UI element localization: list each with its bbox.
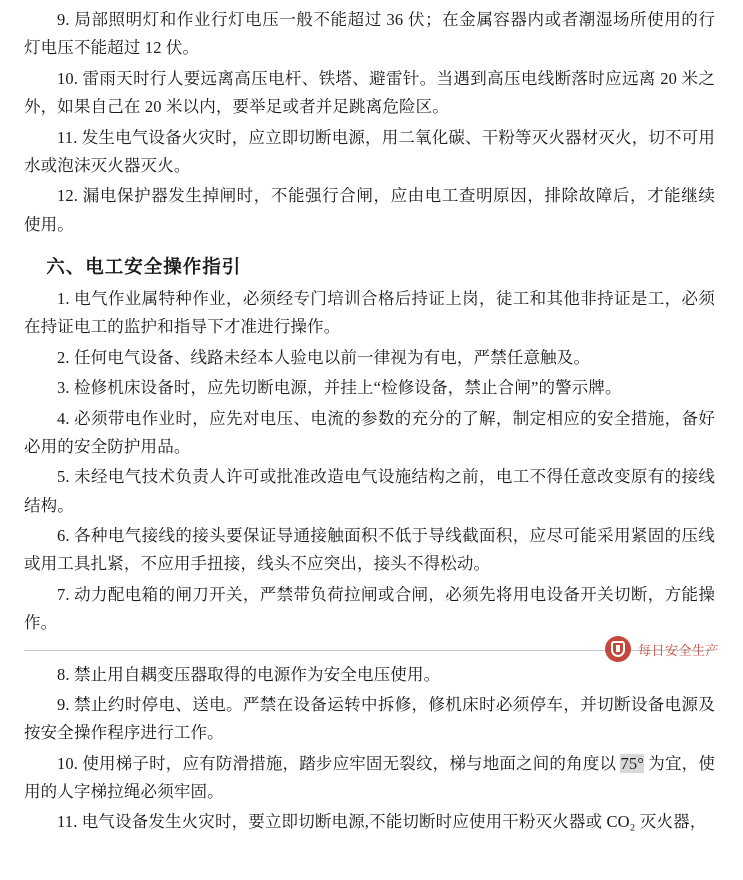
- paragraph: 11. 电气设备发生火灾时，要立即切断电源,不能切断时应使用干粉灭火器或 CO₂ 灭火器，: [57, 812, 707, 832]
- paragraph: 5. 未经电气技术负责人许可或批准改造电气设施结构之前，电工不得任意改变原有的接线结构。: [24, 467, 715, 515]
- paragraph-prefix: 10. 使用梯子时，应有防滑措施，踏步应牢固无裂纹，梯与地面之间的角度以: [57, 753, 621, 773]
- paragraph: 3. 检修机床设备时，应先切断电源，并挂上“检修设备，禁止合闸”的警示牌。: [57, 378, 622, 398]
- watermark-badge: [605, 636, 719, 662]
- paragraph: 9. 禁止约时停电、送电。严禁在设备运转中拆修，修机床时必须停车，并切断设备电源及按安全操作程序进行工作。: [24, 694, 715, 743]
- paragraph-with-highlight: [24, 750, 715, 807]
- paragraph-group-bottom: [24, 661, 715, 839]
- paragraph: 6. 各种电气接线的接头要保证导通接触面积不低于导线截面积，应尽可能采用紧固的压线或用工具扎紧，不应用手扭接，线头不应突出，接头不得松动。: [24, 526, 715, 574]
- paragraph: 1. 电气作业属特种作业，必须经专门培训合格后持证上岗，徒工和其他非持证是工，必须在持证电工的监护和指导下才准进行操作。: [24, 289, 715, 337]
- paragraph: 10. 雷雨天时行人要远离高压电杆、铁塔、避雷针。当遇到高压电线断落时应远离 20 米之外，如果自己在 20 米以内，要举足或者并足跳离危险区。: [24, 68, 715, 117]
- watermark-label: 每日安全生产: [637, 642, 719, 658]
- paragraph: 2. 任何电气设备、线路未经本人验电以前一律视为有电，严禁任意触及。: [57, 347, 591, 367]
- paragraph: 4. 必须带电作业时，应先对电压、电流的参数的充分的了解，制定相应的安全措施，备好必用的安全防护用品。: [24, 408, 715, 456]
- highlighted-value: 75°: [620, 753, 644, 773]
- paragraph: 8. 禁止用自耦变压器取得的电源作为安全电压使用。: [57, 664, 441, 684]
- paragraph-group-section: [24, 285, 715, 638]
- paragraph: 9. 局部照明灯和作业行灯电压一般不能超过 36 伏；在金属容器内或者潮湿场所使用的行灯电压不能超过 12 伏。: [24, 10, 715, 58]
- paragraph: 12. 漏电保护器发生掉闸时，不能强行合闸，应由电工查明原因，排除故障后，才能继续使用。: [24, 186, 715, 234]
- paragraph-suffix: 为宜，使用的人字梯拉绳必须牢固。: [24, 753, 715, 801]
- paragraph: 11. 发生电气设备火灾时，应立即切断电源，用二氧化碳、干粉等灭火器材灭火，切不可用水或泡沫灭火器灭火。: [24, 127, 715, 175]
- shield-icon: [605, 636, 631, 662]
- section-heading: 六、电工安全操作指引: [46, 258, 242, 278]
- paragraph-group-top: [24, 0, 715, 239]
- paragraph: 7. 动力配电箱的闸刀开关，严禁带负荷拉闸或合闸，必须先将用电设备开关切断，方能操作。: [24, 584, 715, 633]
